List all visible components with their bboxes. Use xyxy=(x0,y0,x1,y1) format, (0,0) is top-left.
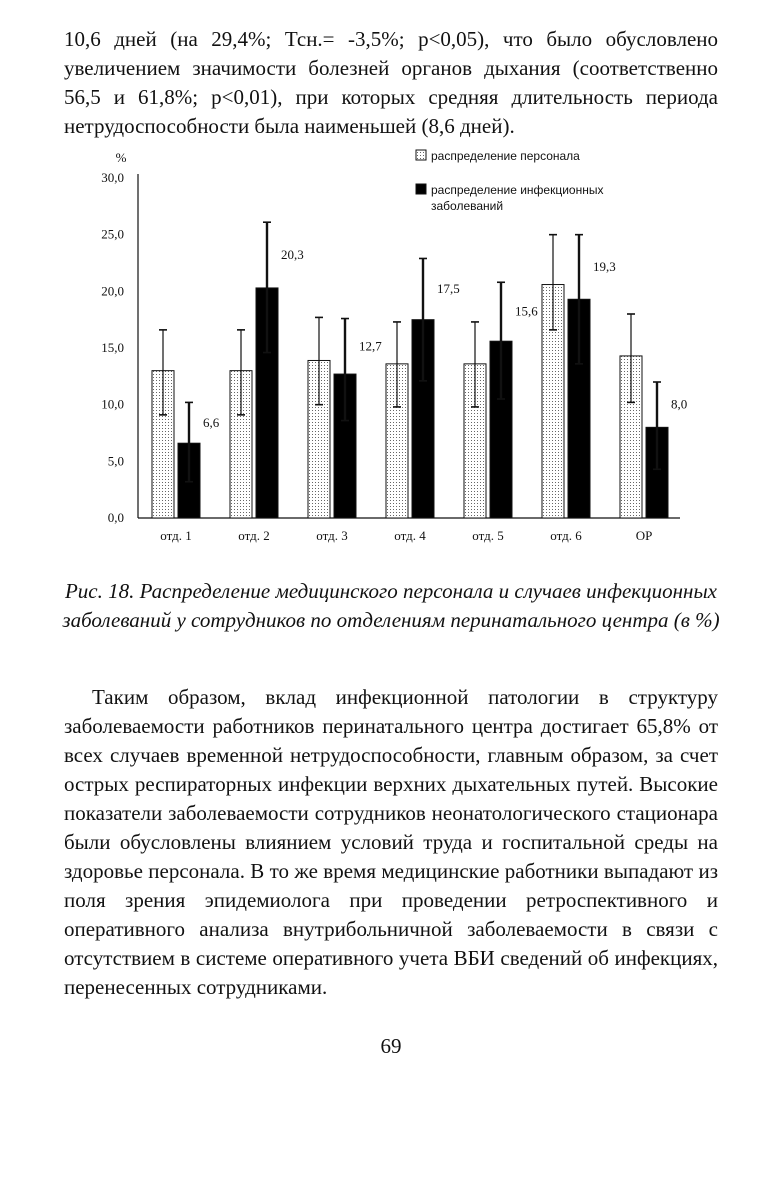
paragraph-top: 10,6 дней (на 29,4%; Тсн.= -3,5%; p<0,05), что было обусловлено увеличением значимости болезней органов дыхания (соответственно 56,5 и 61,8%; p<0,01), при которых средняя длительность периода нетрудоспособности была наименьшей (8,6 дней). xyxy=(64,27,718,138)
legend-label: распределение персонала xyxy=(431,149,580,163)
data-label: 15,6 xyxy=(515,303,538,319)
x-tick-label: отд. 2 xyxy=(238,528,270,543)
x-tick-label: отд. 6 xyxy=(550,528,582,543)
data-label: 19,3 xyxy=(593,258,616,274)
data-label: 12,7 xyxy=(359,338,382,354)
y-tick-label: 30,0 xyxy=(101,170,124,185)
paragraph-bottom: Таким образом, вклад инфекционной патологии в структуру заболеваемости работников перинатального центра достигает 65,8% от всех случаев временной нетрудоспособности, главным образом, за счет острых респираторных инфекции верхних дыхательных путей. Высокие показатели заболеваемости сотрудников неонатологического стационара были обусловлены влиянием условий труда и госпитальной среды на здоровье персонала. В то же время медицинские работники выпадают из поля зрения эпидемиолога при проведении ретроспективного и оперативного анализа внутрибольничной заболеваемости в связи с отсутствием в системе оперативного учета ВБИ сведений об инфекциях, перенесенных сотрудниками. xyxy=(64,685,718,999)
y-tick-label: 15,0 xyxy=(101,340,124,355)
y-tick-label: 5,0 xyxy=(107,453,124,469)
y-tick-label: 25,0 xyxy=(101,226,124,242)
legend-label: распределение инфекционных заболеваний xyxy=(431,183,604,213)
legend-swatch-infections xyxy=(416,184,426,194)
x-tick-label: отд. 1 xyxy=(160,528,192,543)
x-tick-label: отд. 3 xyxy=(316,528,348,543)
x-tick-label: ОР xyxy=(635,528,653,543)
y-tick-label: 0,0 xyxy=(107,510,124,525)
legend-swatch-staff xyxy=(416,150,426,160)
data-label: 20,3 xyxy=(281,247,304,263)
data-label: 6,6 xyxy=(203,414,220,430)
y-tick-label: 10,0 xyxy=(101,396,124,412)
figure-caption: Рис. 18. Распределение медицинского персонала и случаев инфекционных заболеваний у сотрудников по отделениям перинатального центра (в %) xyxy=(62,579,720,632)
data-label: 8,0 xyxy=(671,396,688,412)
data-label: 17,5 xyxy=(437,281,460,297)
x-tick-label: отд. 5 xyxy=(472,528,504,543)
y-tick-label: 20,0 xyxy=(101,283,124,299)
y-axis-label: % xyxy=(115,150,127,165)
bar-chart xyxy=(0,140,782,560)
page-number: 69 xyxy=(380,1034,402,1058)
x-tick-label: отд. 4 xyxy=(394,528,426,543)
